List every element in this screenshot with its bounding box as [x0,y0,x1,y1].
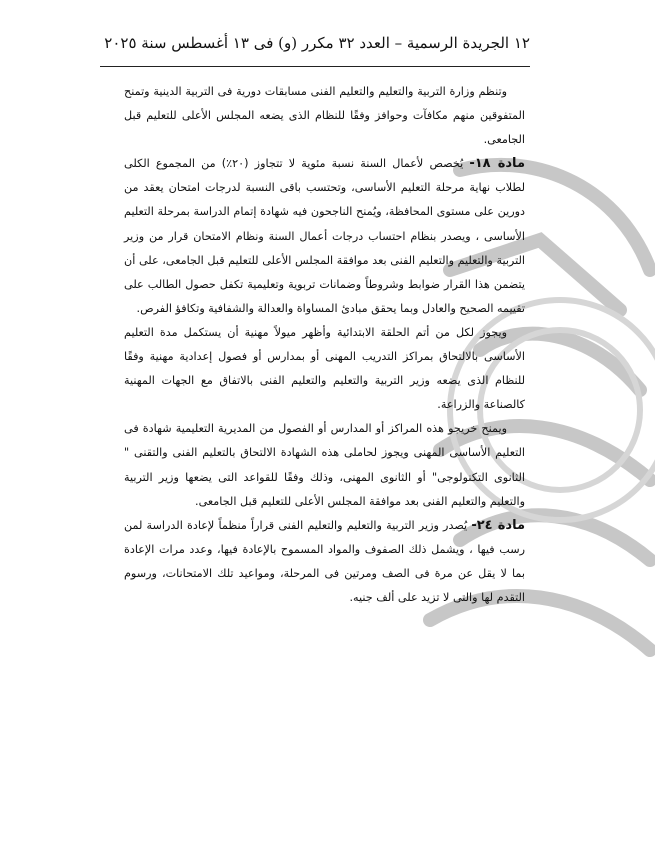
article-24-number: مادة ٢٤- [471,517,525,533]
header-divider [100,66,530,67]
page-header: ١٢ الجريدة الرسمية – العدد ٣٢ مكرر (و) فى ١٣ أغسطس سنة ٢٠٢٥ [104,34,530,52]
article-18-text: يُخصص لأعمال السنة نسبة مئوية لا تتجاوز (٢٠٪) من المجموع الكلى لطلاب نهاية مرحلة التعليم الأساسى، وتحتسب باقى النسبة لدرجات امتحان يعقد من دورين على مستوى المحافظة، ويُمنح الناجحون فيه شهادة إتمام الدراسة بمرحلة التعليم الأساسى ، ويصدر بنظام احتساب درجات أعمال السنة ونظام الامتحان قرار من وزير التربية والتعليم والتعليم الفنى بعد موافقة المجلس الأعلى للتعليم قبل الجامعى، على أن يتضمن هذا القرار ضوابط وشروطاً وضمانات تربوية وتعليمية تكفل حصول الطالب على تقييمه الصحيح والعادل وبما يحقق مبادئ المساواة والعدالة والشفافية وتكافؤ الفرص. [124,157,525,315]
paragraph-text: ويجوز لكل من أتم الحلقة الابتدائية وأظهر ميولاً مهنية أن يستكمل مدة التعليم الأساسى بالالتحاق بمراكز التدريب المهنى أو بمدارس أو فصول إعدادية مهنية وفقًا للنظام الذى يضعه وزير التربية والتعليم والتعليم الفنى بالاتفاق مع الجهات المهنية كالصناعة والزراعة. [124,325,525,412]
article-18-number: مادة ١٨- [469,156,525,172]
paragraph-text: وتنظم وزارة التربية والتعليم والتعليم الفنى مسابقات دورية فى التربية الدينية وتمنح المتفوقين منهم مكافآت وحوافز وفقًا للنظام الذى يضعه المجلس الأعلى للتعليم قبل الجامعى. [124,85,525,147]
article-24 [124,514,525,610]
paragraph-religious-education [124,80,525,152]
paragraph-graduates-certificate [124,417,525,513]
document-body [124,80,525,610]
paragraph-vocational-track [124,321,525,417]
article-24-text: يُصدر وزير التربية والتعليم والتعليم الفنى قراراً منظماً لإعادة الدراسة لمن رسب فيها ، ويشمل ذلك الصفوف والمواد المسموح بالإعادة فيها، وعدد مرات الإعادة بما لا يقل عن مرة فى الصف ومرتين فى المرحلة، ومواعيد تلك الامتحانات، ورسوم التقدم لها والتى لا تزيد على ألف جنيه. [124,518,525,604]
article-18 [124,152,525,321]
paragraph-text: ويمنح خريجو هذه المراكز أو المدارس أو الفصول من المديرية التعليمية شهادة فى التعليم الأساسى المهنى ويجوز لحاملى هذه الشهادة الالتحاق بالتعليم الفنى والتقنى " الثانوى التكنولوجى" أو الثانوى المهنى، وذلك وفقًا للقواعد التى يضعها وزير التربية والتعليم والتعليم الفنى بعد موافقة المجلس الأعلى للتعليم قبل الجامعى. [124,422,525,508]
